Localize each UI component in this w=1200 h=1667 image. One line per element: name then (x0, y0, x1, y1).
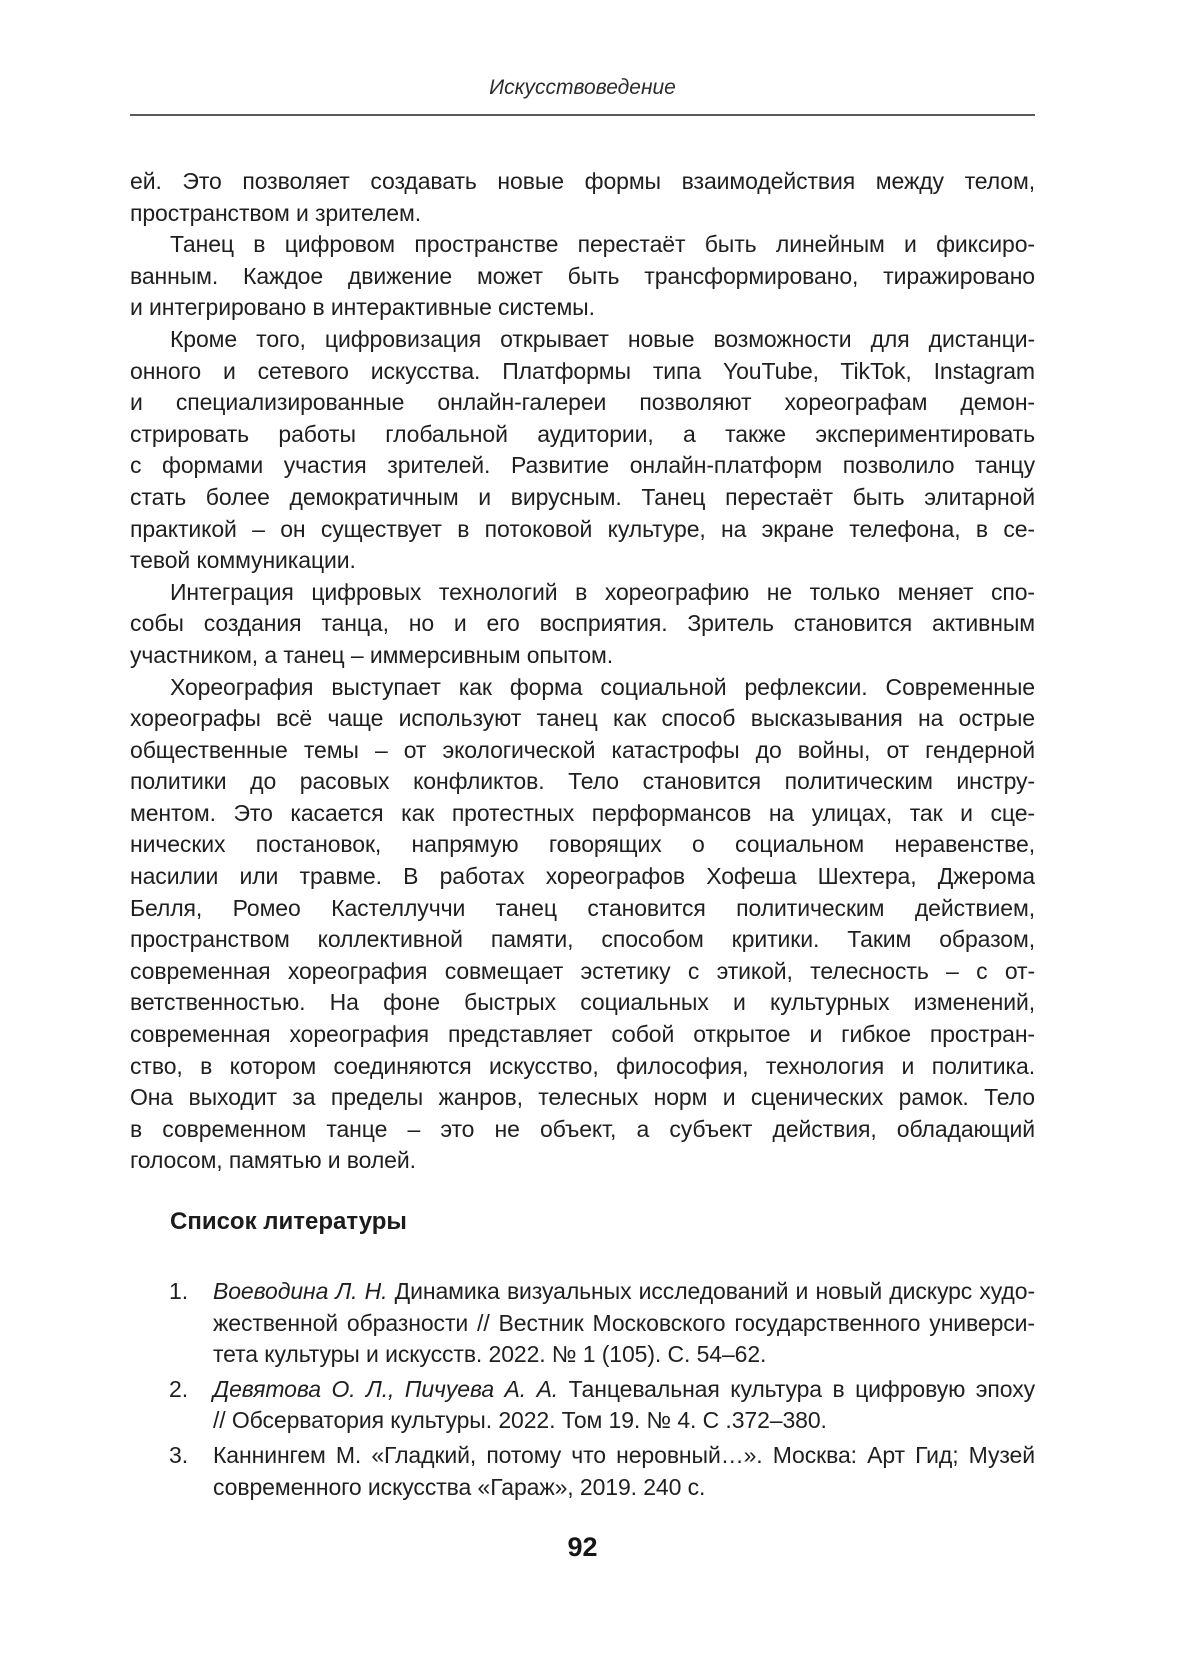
reference-text (213, 1374, 1035, 1437)
page-number: 92 (567, 1532, 598, 1562)
text-line: Интеграция цифровых технологий в хореографию не только меняет спо- (170, 578, 1035, 605)
text-line: практикой – он существует в потоковой культуре, на экране телефона, в се- (130, 515, 1035, 542)
text-line: и специализированные онлайн-галереи позволяют хореографам демон- (130, 389, 1035, 416)
paragraph (130, 577, 1035, 672)
reference-item (130, 1440, 1035, 1503)
text-line: современная хореография представляет собой открытое и гибкое простран- (130, 1021, 1035, 1048)
text-line: стрировать работы глобальной аудитории, а также экспериментировать (130, 420, 1035, 447)
reference-number: 1. (169, 1278, 188, 1304)
text-line: жественной образности // Вестник Московского государственного универси- (213, 1309, 1035, 1336)
references-heading: Список литературы (170, 1208, 407, 1235)
text-line: современного искусства «Гараж», 2019. 240 с. (213, 1473, 706, 1500)
reference-author: Девятова О. Л., Пичуева А. А. (213, 1375, 559, 1402)
reference-text (213, 1440, 1035, 1503)
text-line: Танец в цифровом пространстве перестаёт быть линейным и фиксиро- (170, 231, 1035, 258)
text-line: собы создания танца, но и его восприятия. Зритель становится активным (130, 610, 1035, 637)
references-list (130, 1276, 1035, 1506)
text-line: тета культуры и искусств. 2022. № 1 (105). С. 54–62. (213, 1341, 767, 1368)
text-line: ванным. Каждое движение может быть трансформировано, тиражировано (130, 262, 1035, 289)
text-line: Она выходит за пределы жанров, телесных норм и сценических рамок. Тело (130, 1084, 1035, 1111)
text-line: хореографы всё чаще используют танец как способ высказывания на острые (130, 705, 1035, 732)
reference-number: 3. (169, 1441, 188, 1468)
text-line: участником, а танец – иммерсивным опытом. (130, 641, 614, 668)
paragraph (130, 229, 1035, 324)
text-line: насилии или травме. В работах хореографов Хофеша Шехтера, Джерома (130, 863, 1035, 890)
text-line: ство, в котором соединяются искусство, философия, технология и политика. (130, 1052, 1035, 1079)
reference-number: 2. (169, 1375, 188, 1402)
text-line: Кроме того, цифровизация открывает новые возможности для дистанци- (170, 325, 1035, 352)
text-line: Воеводина Л. Н. Динамика визуальных исследований и новый дискурс худо- (213, 1278, 1036, 1304)
text-line: и интегрировано в интерактивные системы. (130, 294, 595, 321)
text-line: с формами участия зрителей. Развитие онлайн-платформ позволило танцу (130, 452, 1035, 479)
text-line: Хореография выступает как форма социальной рефлексии. Современные (170, 673, 1035, 700)
text-line: Девятова О. Л., Пичуева А. А. Танцевальная культура в цифровую эпоху (213, 1375, 1036, 1402)
text-line: ветственностью. На фоне быстрых социальных и культурных изменений, (130, 989, 1035, 1016)
running-header: Искусствоведение (489, 76, 676, 99)
reference-item (130, 1276, 1035, 1371)
text-line: стать более демократичным и вирусным. Танец перестаёт быть элитарной (130, 483, 1035, 510)
reference-item (130, 1374, 1035, 1437)
paragraph (130, 166, 1035, 229)
text-line: онного и сетевого искусства. Платформы типа YouTube, TikTok, Instagram (130, 357, 1035, 384)
paragraph (130, 324, 1035, 577)
text-line: современная хореография совмещает эстетику с этикой, телесность – с от- (130, 957, 1035, 984)
text-line: голосом, памятью и волей. (130, 1147, 416, 1174)
text-line: пространством и зрителем. (130, 199, 421, 226)
text-line: ей. Это позволяет создавать новые формы взаимодействия между телом, (130, 168, 1035, 194)
header-rule (130, 114, 1035, 116)
text-line: Каннингем М. «Гладкий, потому что неровный…». Москва: Арт Гид; Музей (213, 1441, 1035, 1468)
text-line: в современном танце – это не объект, а субъект действия, обладающий (130, 1115, 1035, 1142)
reference-text (213, 1276, 1035, 1371)
text-line: ментом. Это касается как протестных перформансов на улицах, так и сце- (130, 799, 1035, 826)
reference-author: Воеводина Л. Н. (213, 1278, 388, 1304)
text-line: пространством коллективной памяти, способом критики. Таким образом, (130, 926, 1035, 953)
paragraph (130, 672, 1035, 1178)
text-line: тевой коммуникации. (130, 547, 356, 574)
text-line: // Обсерватория культуры. 2022. Том 19. № 4. С .372–380. (213, 1407, 827, 1434)
text-line: политики до расовых конфликтов. Тело становится политическим инстру- (130, 768, 1035, 795)
text-line: нических постановок, напрямую говорящих о социальном неравенстве, (130, 831, 1035, 858)
text-line: Белля, Ромео Кастеллуччи танец становится политическим действием, (130, 894, 1035, 921)
text-line: общественные темы – от экологической катастрофы до войны, от гендерной (130, 736, 1035, 763)
article-body (130, 166, 1035, 1177)
